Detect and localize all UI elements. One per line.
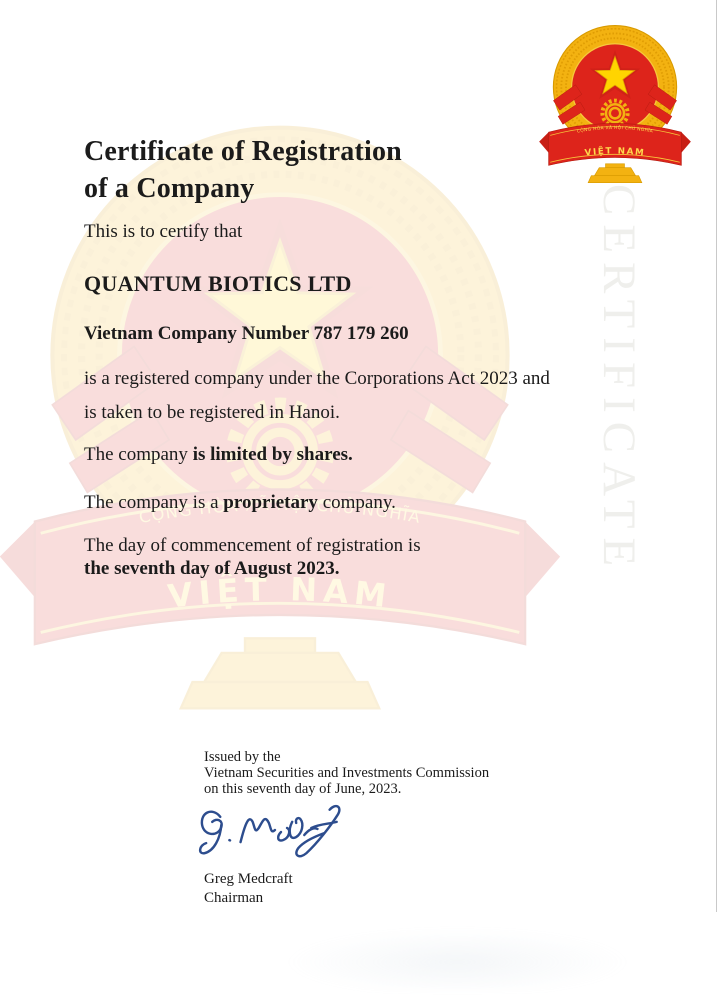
issued-line-3: on this seventh day of June, 2023. xyxy=(204,780,402,797)
emblem-banner-text: VIỆT NAM xyxy=(584,146,646,159)
company-number: Vietnam Company Number 787 179 260 xyxy=(84,323,409,344)
certificate-vertical-watermark: CERTIFICATE xyxy=(593,184,645,576)
commencement-line-2: the seventh day of August 2023. xyxy=(84,558,340,579)
limited-statement xyxy=(84,444,353,466)
proprietary-statement xyxy=(84,492,396,514)
title-line-2: of a Company xyxy=(84,173,255,204)
title-line-1: Certificate of Registration xyxy=(84,136,402,167)
issued-by-block xyxy=(204,750,489,797)
emblem-motto-text: CỘNG HÒA XÃ HỘI CHỦ NGHĨA xyxy=(576,126,654,135)
certificate-title xyxy=(84,133,402,207)
issued-line-2: Vietnam Securities and Investments Commission xyxy=(204,764,490,781)
proprietary-prefix: The company is a xyxy=(84,492,224,513)
signer-block xyxy=(204,870,293,907)
commencement-statement xyxy=(84,534,421,580)
limited-bold: is limited by shares. xyxy=(192,444,353,465)
registration-line-1: is a registered company under the Corporations Act 2023 and xyxy=(84,368,550,389)
signer-title: Chairman xyxy=(204,889,264,906)
limited-prefix: The company xyxy=(84,444,193,465)
proprietary-suffix: company. xyxy=(317,492,396,513)
signature xyxy=(194,800,366,862)
signer-name: Greg Medcraft xyxy=(204,871,293,887)
page-edge-line xyxy=(716,0,717,912)
registration-statement xyxy=(84,362,550,430)
issued-line-1: Issued by the xyxy=(204,749,281,765)
commencement-line-1: The day of commencement of registration is xyxy=(84,535,421,556)
proprietary-bold: proprietary xyxy=(223,492,318,513)
company-name: QUANTUM BIOTICS LTD xyxy=(84,271,352,296)
registration-line-2: is taken to be registered in Hanoi. xyxy=(84,402,340,423)
certify-line: This is to certify that xyxy=(84,221,243,242)
